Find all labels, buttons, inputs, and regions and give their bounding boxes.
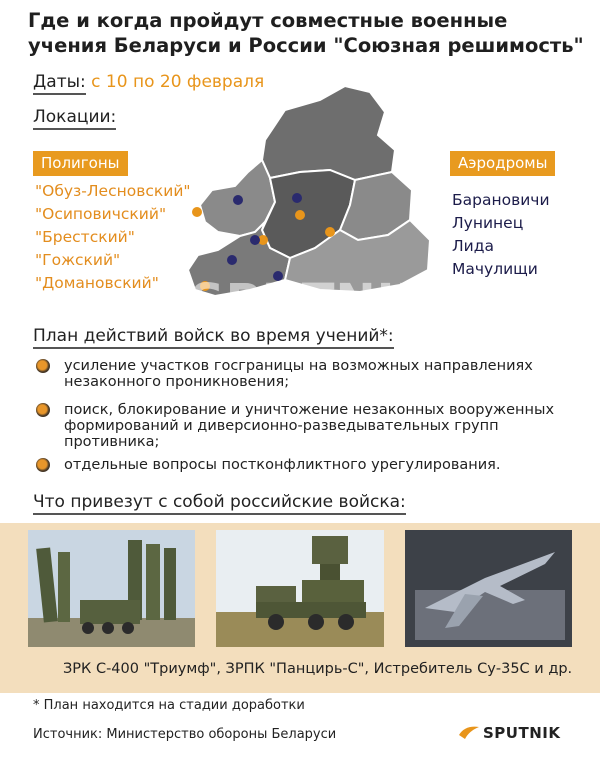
- bullet-icon: [36, 359, 50, 373]
- airfield-marker-machulishchi: [292, 193, 302, 203]
- airfield-marker-baranovichi: [250, 235, 260, 245]
- airfield-item: Лунинец: [452, 214, 524, 232]
- su35-photo: [405, 530, 572, 647]
- polygon-marker-obuz: [192, 207, 202, 217]
- bring-title: [33, 492, 406, 512]
- polygons-badge: Полигоны: [33, 151, 128, 176]
- dates-value: с 10 по 20 февраля: [91, 72, 265, 92]
- bring-title-text: Что привезут с собой российские войска:: [33, 492, 406, 515]
- polygon-marker-osipovichi: [295, 210, 305, 220]
- airfield-item: Барановичи: [452, 191, 550, 209]
- polygon-item: "Осиповичский": [35, 205, 167, 223]
- bullet-icon: [36, 458, 50, 472]
- plan-item: [36, 358, 576, 392]
- airfield-item: Мачулищи: [452, 260, 538, 278]
- airfields-list: [452, 189, 550, 281]
- polygon-item: "Обуз-Лесновский": [35, 182, 191, 200]
- source-text: Источник: Министерство обороны Беларуси: [33, 727, 337, 742]
- polygon-item: "Гожский": [35, 251, 121, 269]
- plan-title: [33, 326, 394, 346]
- plan-item: [36, 457, 576, 475]
- pantsir-photo: [216, 530, 384, 647]
- plan-title-text: План действий войск во время учений*:: [33, 326, 394, 349]
- dates-label: Даты:: [33, 72, 86, 95]
- region-vitebsk: [262, 86, 395, 180]
- airfields-badge: Аэродромы: [450, 151, 555, 176]
- plan-item-text: отдельные вопросы постконфликтного урегулирования.: [64, 457, 501, 473]
- sputnik-watermark: SPUTNIK: [190, 274, 434, 330]
- equipment-caption: ЗРК С-400 "Триумф", ЗРПК "Панцирь-С", Истребитель Су-35С и др.: [63, 661, 573, 677]
- polygons-list: [35, 180, 191, 295]
- plan-item-text: поиск, блокирование и уничтожение незаконных вооруженных формирований и диверсионно-разведывательных групп противника;: [64, 402, 555, 450]
- sputnik-logo: SPUTNIK: [483, 724, 561, 742]
- airfield-marker-lida: [233, 195, 243, 205]
- polygon-item: "Домановский": [35, 274, 159, 292]
- polygon-item: "Брестский": [35, 228, 135, 246]
- locations-label-text: Локации:: [33, 107, 116, 130]
- s400-photo: [28, 530, 195, 647]
- plan-item: [36, 402, 576, 452]
- plan-item-text: усиление участков госграницы на возможных направлениях незаконного проникновения;: [64, 358, 533, 390]
- page-title: Где и когда пройдут совместные военные учения Беларуси и России "Союзная решимость": [28, 9, 584, 57]
- footnote: * План находится на стадии доработки: [33, 698, 305, 713]
- sputnik-logo-icon: [459, 725, 481, 741]
- airfield-marker-south: [227, 255, 237, 265]
- bullet-icon: [36, 403, 50, 417]
- polygon-marker-domanovo: [325, 227, 335, 237]
- airfield-item: Лида: [452, 237, 494, 255]
